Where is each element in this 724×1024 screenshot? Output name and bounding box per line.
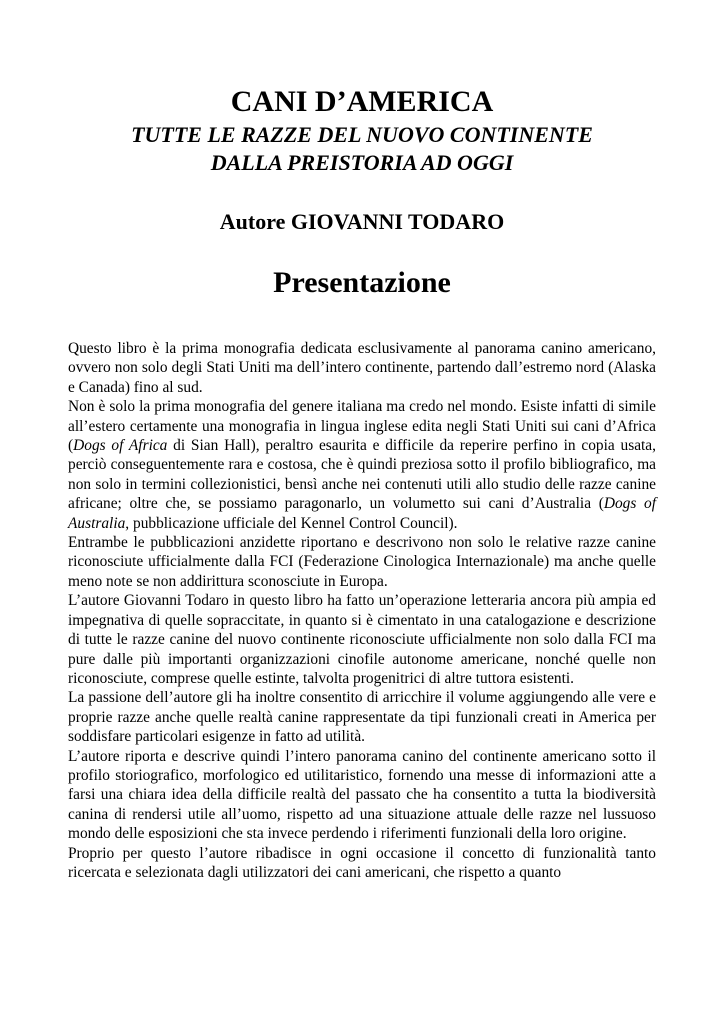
paragraph-text: Questo libro è la prima monografia dedicata esclusivamente al panorama canino americano, ovvero non solo degli Stati Uniti ma dell’intero continente, partendo dall’estremo nord (Alaska e Canada) fino al sud. bbox=[68, 340, 656, 396]
paragraph-text: Proprio per questo l’autore ribadisce in ogni occasione il concetto di funzionalità tanto ricercata e selezionata dagli utilizzatori dei cani americani, che rispetto a quanto bbox=[68, 844, 656, 881]
paragraph-text: di Sian Hall), peraltro esaurita e difficile da reperire perfino in copia usata, perciò conseguentemente rara e costosa, che è quindi preziosa sotto il profilo bibliografico, ma non solo in termini collezionistici, bensì anche nei contenuti utili allo studio delle razze canine africane; oltre che, se possiamo paragonarlo, un volumetto sui cani d’Australia ( bbox=[68, 437, 656, 513]
paragraph bbox=[68, 688, 656, 746]
paragraph-text: L’autore riporta e descrive quindi l’intero panorama canino del continente americano sotto il profilo storiografico, morfologico ed utilitaristico, fornendo una messe di informazioni atte a farsi una chiara idea della difficile realtà del passato che ha consentito a tutta la biodiversità canina di rendersi utile all’uomo, rispetto ad una situazione attuale delle razze nel lussuoso mondo delle esposizioni che sta invece perdendo i riferimenti funzionali della loro origine. bbox=[68, 747, 656, 843]
book-title: CANI D’AMERICA bbox=[230, 85, 494, 118]
paragraph bbox=[68, 844, 656, 883]
body-text bbox=[68, 339, 656, 882]
paragraph-text: Non è solo la prima monografia del genere italiana ma credo nel mondo. Esiste infatti di simile all’estero certamente una monografia in lingua inglese edita negli Stati Uniti sui cani d’Africa ( bbox=[68, 398, 656, 455]
paragraph bbox=[68, 397, 656, 533]
book-subtitle bbox=[0, 121, 724, 177]
author-line: Autore GIOVANNI TODARO bbox=[219, 209, 505, 234]
paragraph bbox=[68, 339, 656, 397]
italic-title-text: Dogs of Africa bbox=[73, 437, 168, 455]
paragraph-text: , pubblicazione ufficiale del Kennel Control Council). bbox=[125, 514, 458, 532]
paragraph-text: Entrambe le pubblicazioni anzidette riportano e descrivono non solo le relative razze canine riconosciute ufficialmente dalla FCI (Federazione Cinologica Internazionale) ma anche quelle meno note se non addirittura sconosciute in Europa. bbox=[68, 534, 656, 590]
italic-title-text: Dogs of Australia bbox=[68, 495, 656, 532]
subtitle-line: TUTTE LE RAZZE DEL NUOVO CONTINENTE bbox=[131, 122, 593, 147]
paragraph bbox=[68, 747, 656, 844]
subtitle-line: DALLA PREISTORIA AD OGGI bbox=[210, 150, 514, 175]
paragraph bbox=[68, 533, 656, 591]
paragraph bbox=[68, 591, 656, 688]
paragraph-text: La passione dell’autore gli ha inoltre consentito di arricchire il volume aggiungendo alle vere e proprie razze anche quelle realtà canine rappresentate da tipi funzionali creati in America per soddisfare particolari esigenze in fatto ad utilità. bbox=[68, 689, 656, 746]
section-heading: Presentazione bbox=[273, 266, 451, 299]
paragraph-text: L’autore Giovanni Todaro in questo libro ha fatto un’operazione letteraria ancora più ampia ed impegnativa di quelle sopraccitate, in quanto si è cimentato in una catalogazione e descrizione di tutte le razze canine del nuovo continente riconosciute ufficialmente non solo dalla FCI ma pure dalle più importanti organizzazioni cinofile autonome americane, nonché quelle non riconosciute, comprese quelle estinte, talvolta progenitrici di altre tuttora esistenti. bbox=[68, 592, 656, 687]
